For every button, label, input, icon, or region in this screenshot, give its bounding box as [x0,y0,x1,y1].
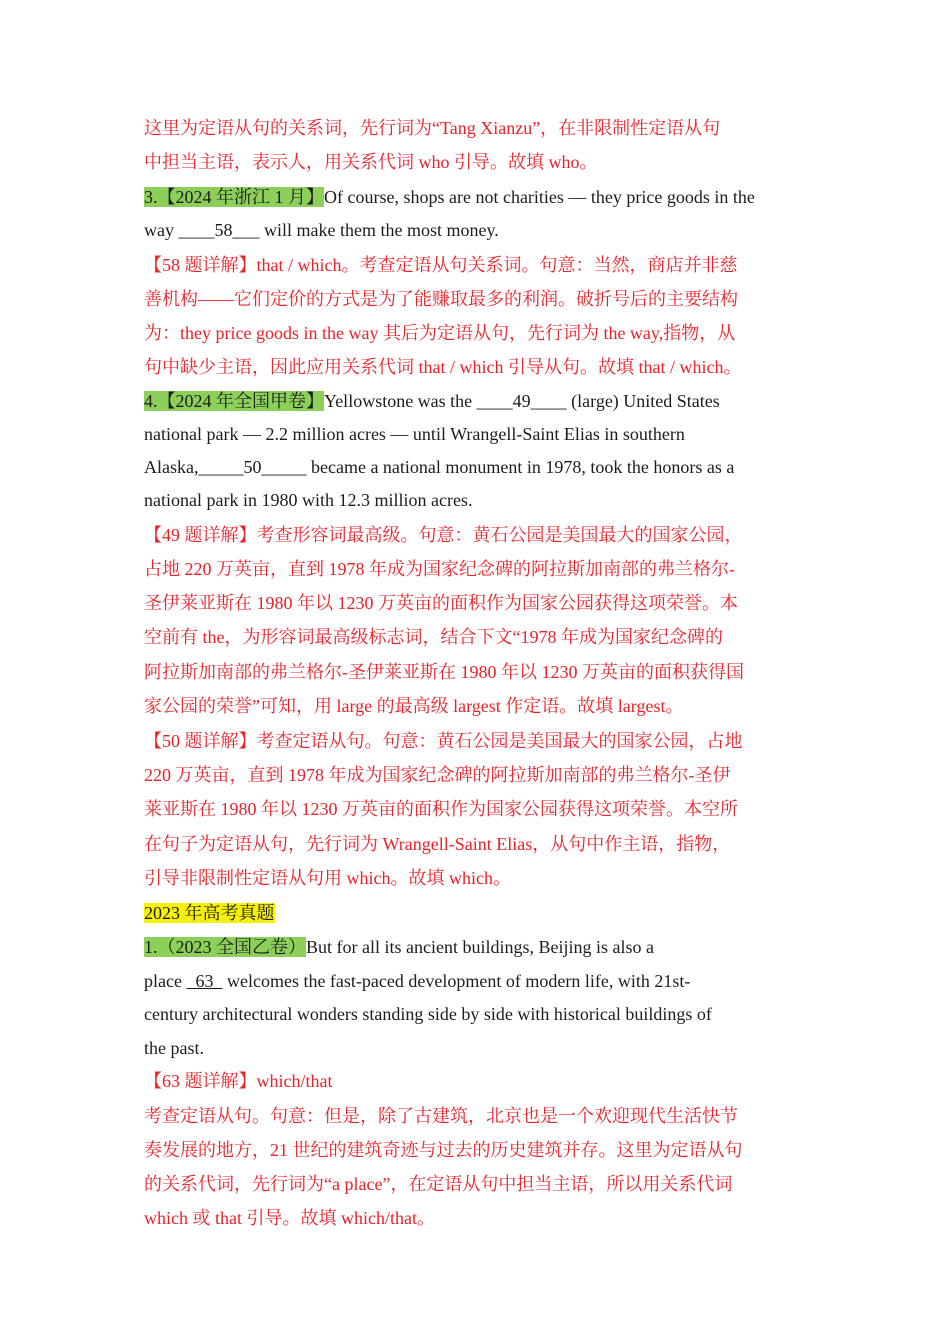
explanation-63-line: 考查定语从句。句意：但是，除了古建筑，北京也是一个欢迎现代生活快节 [144,1106,738,1126]
explanation-50-line: 莱亚斯在 1980 年以 1230 万英亩的面积作为国家公园获得这项荣誉。本空所 [144,799,738,819]
explanation-49-line: 【49 题详解】考查形容词最高级。句意：黄石公园是美国最大的国家公园， [144,525,743,545]
question-4-text-line: national park — 2.2 million acres — until Wrangell-Saint Elias in southern [144,424,685,444]
question-3-source-tag: 3.【2024 年浙江 1 月】 [144,187,324,207]
explanation-50-line: 引导非限制性定语从句用 which。故填 which。 [144,868,511,888]
explanation-58-line: 【58 题详解】that / which。考查定语从句关系词。句意：当然，商店并非慈 [144,255,738,275]
question-3 [144,184,755,210]
question-1-text-post: welcomes the fast-paced development of modern life, with 21st- [222,971,691,991]
explanation-63-line: which 或 that 引导。故填 which/that。 [144,1208,435,1228]
explanation-49-line: 圣伊莱亚斯在 1980 年以 1230 万英亩的面积作为国家公园获得这项荣誉。本 [144,593,738,613]
explanation-text-line: 中担当主语，表示人，用关系代词 who 引导。故填 who。 [144,152,598,172]
question-1-text: But for all its ancient buildings, Beijing is also a [306,937,654,957]
explanation-50-line: 【50 题详解】考查定语从句。句意：黄石公园是美国最大的国家公园，占地 [144,731,743,751]
section-heading-2023-label: 2023 年高考真题 [144,903,275,923]
explanation-63-heading: 【63 题详解】which/that [144,1071,333,1091]
explanation-58-line: 为：they price goods in the way 其后为定语从句，先行词为 the way,指物，从 [144,323,736,343]
explanation-49-line: 阿拉斯加南部的弗兰格尔-圣伊莱亚斯在 1980 年以 1230 万英亩的面积获得国 [144,662,744,682]
question-1-text-line: century architectural wonders standing side by side with historical buildings of [144,1004,712,1024]
question-1-source-tag: 1.（2023 全国乙卷） [144,937,306,957]
question-4-text: Yellowstone was the ____49____ (large) United States [324,391,720,411]
explanation-50-line: 在句子为定语从句，先行词为 Wrangell-Saint Elias，从句中作主语，指物， [144,834,731,854]
question-4-text-line: national park in 1980 with 12.3 million acres. [144,490,473,510]
explanation-50-line: 220 万英亩，直到 1978 年成为国家纪念碑的阿拉斯加南部的弗兰格尔-圣伊 [144,765,731,785]
question-3-text: Of course, shops are not charities — they price goods in the [324,187,755,207]
explanation-58-line: 句中缺少主语，因此应用关系代词 that / which 引导从句。故填 that / which。 [144,357,742,377]
question-1 [144,934,654,960]
explanation-49-line: 家公园的荣誉”可知，用 large 的最高级 largest 作定语。故填 largest。 [144,696,684,716]
explanation-text-line: 这里为定语从句的关系词，先行词为“Tang Xianzu”，在非限制性定语从句 [144,118,721,138]
question-1-text-pre: place [144,971,187,991]
question-4 [144,388,720,414]
section-heading-2023 [144,900,275,926]
explanation-63-line: 的关系代词，先行词为“a place”，在定语从句中担当主语，所以用关系代词 [144,1174,733,1194]
question-4-source-tag: 4.【2024 年全国甲卷】 [144,391,324,411]
answer-blank-63: 63 [186,971,223,991]
explanation-58-line: 善机构——它们定价的方式是为了能赚取最多的利润。破折号后的主要结构 [144,289,738,309]
question-4-text-line: Alaska,_____50_____ became a national monument in 1978, took the honors as a [144,457,735,477]
explanation-49-line: 占地 220 万英亩，直到 1978 年成为国家纪念碑的阿拉斯加南部的弗兰格尔- [144,559,735,579]
question-3-text-line: way ____58___ will make them the most money. [144,220,499,240]
question-1-text-line: the past. [144,1038,204,1058]
question-1-text-line [144,968,690,994]
explanation-63-line: 奏发展的地方，21 世纪的建筑奇迹与过去的历史建筑并存。这里为定语从句 [144,1140,743,1160]
explanation-49-line: 空前有 the，为形容词最高级标志词，结合下文“1978 年成为国家纪念碑的 [144,627,723,647]
